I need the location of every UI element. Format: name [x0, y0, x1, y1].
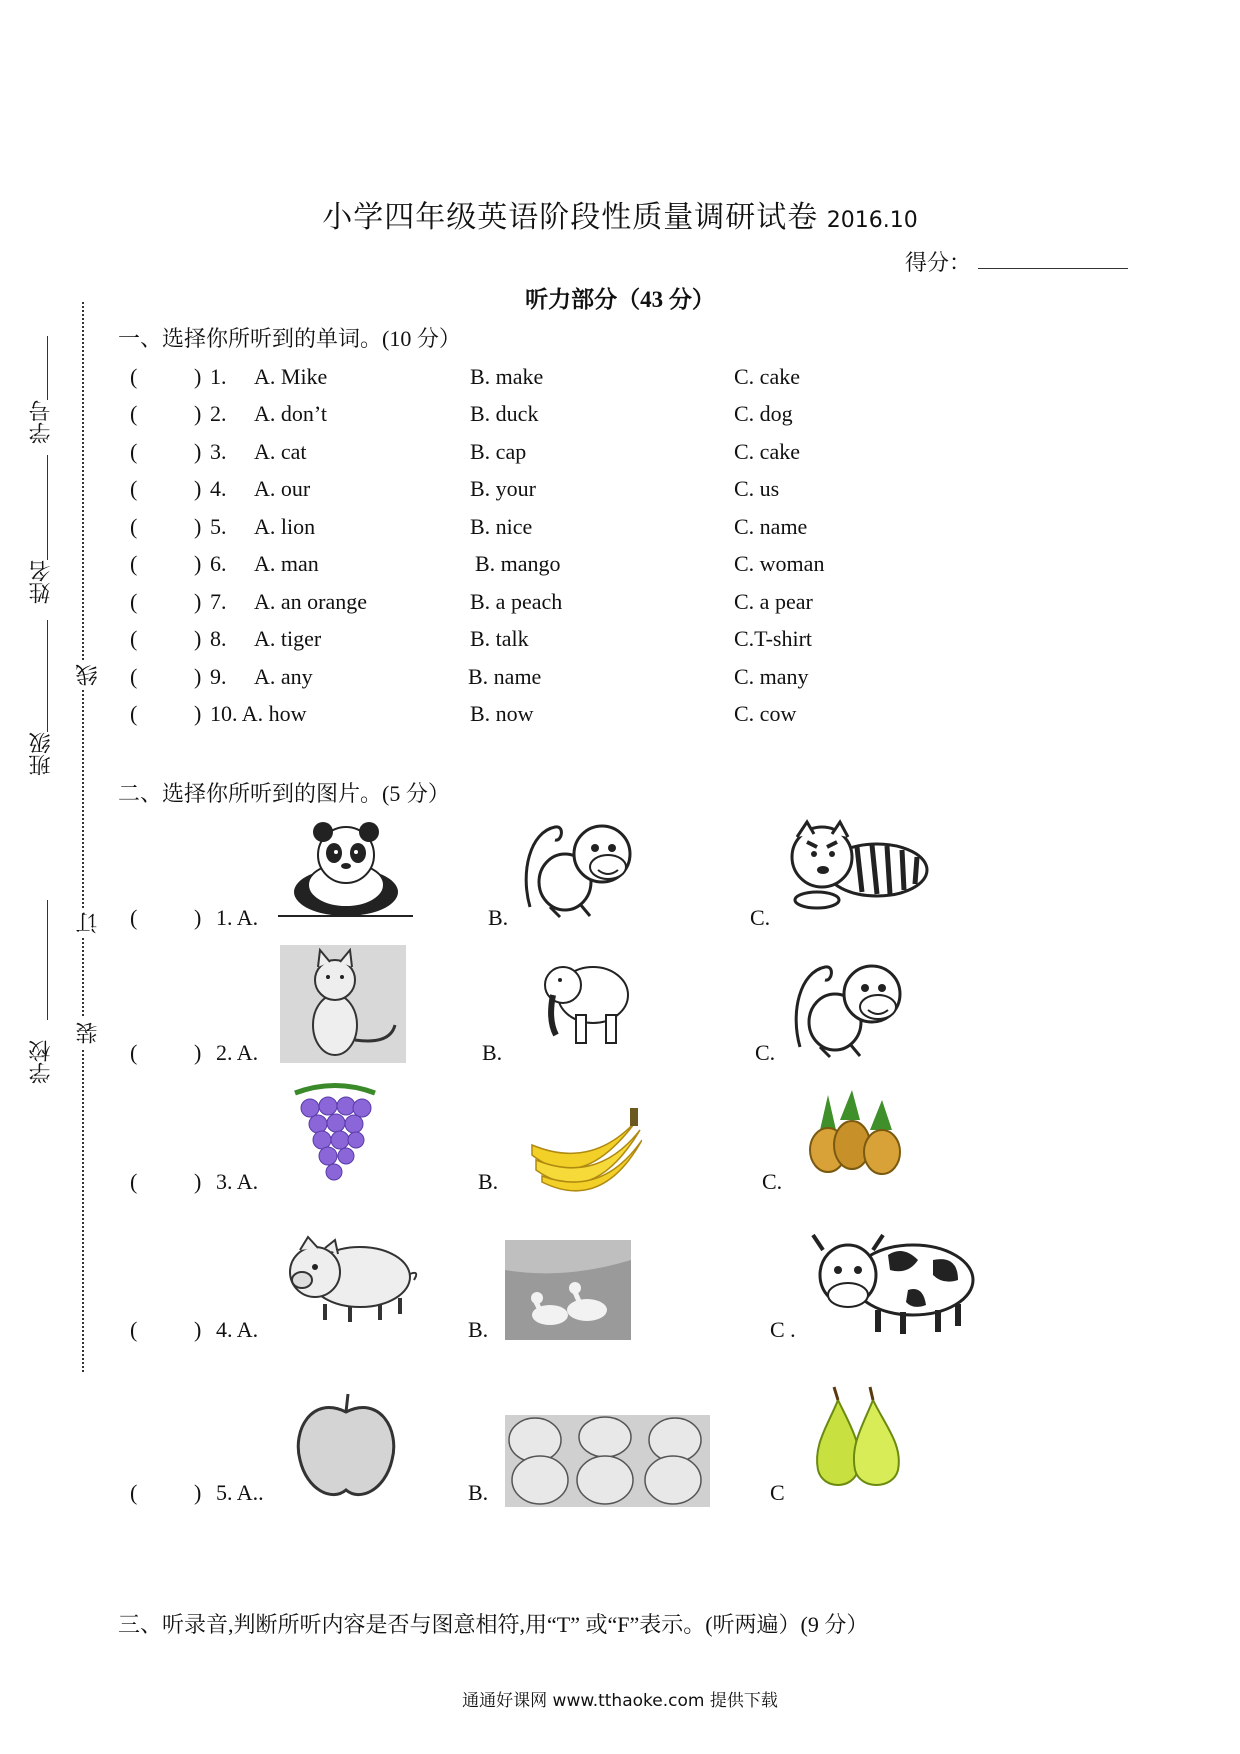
picture-question-row: ( ) 5. A.. B. C — [130, 1480, 785, 1505]
option-b: B. mango — [475, 551, 561, 576]
option-c: C. cake — [734, 439, 800, 464]
option-a: A. don’t — [254, 401, 327, 426]
school-label: 学校 — [29, 1040, 54, 1084]
option-a: A. lion — [254, 514, 316, 539]
option-a: A. our — [254, 476, 311, 501]
bananas-icon — [522, 1100, 642, 1195]
section1-heading: 一、选择你所听到的单词。(10 分） — [118, 326, 461, 351]
option-c: C. name — [734, 514, 808, 539]
option-c: C. a pear — [734, 589, 813, 614]
option-a: A. man — [254, 551, 319, 576]
student-no-label: 学号 — [29, 400, 54, 444]
option-b: B. name — [468, 664, 542, 689]
binding-char-xian: 线 — [73, 660, 104, 690]
question-row: ( ) 8. A. tiger B. talk C.T-shirt — [130, 626, 813, 651]
class-label: 班级 — [29, 732, 54, 776]
picture-question-row: ( ) 1. A. B. C. — [130, 905, 771, 930]
section2-heading: 二、选择你所听到的图片。(5 分） — [118, 781, 450, 806]
section3-heading: 三、听录音,判断所听内容是否与图意相符,用“T” 或“F”表示。(听两遍）(9 分） — [118, 1612, 869, 1637]
monkey-icon — [520, 812, 640, 922]
school-line — [47, 900, 48, 1020]
question-row: ( ) 10. A. how B. now C. cow — [130, 701, 797, 726]
tiger-icon — [782, 812, 932, 917]
oranges-icon — [505, 1415, 710, 1507]
picture-question-row: ( ) 2. A. B. C. — [130, 1040, 776, 1065]
option-c: C. cow — [734, 701, 797, 726]
option-b: B. cap — [470, 439, 527, 464]
student-no-line — [47, 336, 48, 400]
footer-text: 通通好课网 www.tthaoke.com 提供下载 — [462, 1691, 778, 1711]
binding-char-zhuang: 装 — [73, 1018, 104, 1048]
option-c: C. many — [734, 664, 809, 689]
grapes-icon — [290, 1078, 380, 1193]
score-blank — [978, 268, 1128, 269]
option-a: A. tiger — [254, 626, 322, 651]
option-b: B. now — [470, 701, 534, 726]
option-c: C. cake — [734, 364, 800, 389]
option-c: C.T-shirt — [734, 626, 813, 651]
question-row: ( ) 4. A. our B. your C. us — [130, 476, 780, 501]
question-row: ( ) 5. A. lion B. nice C. name — [130, 514, 808, 539]
option-b: B. duck — [470, 401, 539, 426]
monkey-icon — [790, 952, 910, 1062]
name-label: 姓名 — [29, 560, 54, 604]
title-year: 2016.10 — [826, 208, 918, 233]
title-text: 小学四年级英语阶段性质量调研试卷 — [322, 201, 819, 234]
picture-question-row: ( ) 3. A. B. C. — [130, 1169, 783, 1194]
question-row: ( ) 7. A. an orange B. a peach C. a pear — [130, 589, 813, 614]
cat-icon — [280, 945, 406, 1063]
part-heading: 听力部分（43 分） — [525, 287, 715, 312]
option-c: C. us — [734, 476, 780, 501]
binding-dotted-line — [82, 302, 84, 1372]
question-row: ( ) 9. A. any B. name C. many — [130, 664, 809, 689]
question-row: ( ) 3. A. cat B. cap C. cake — [130, 439, 800, 464]
pears-icon — [808, 1385, 908, 1495]
option-c: C. dog — [734, 401, 793, 426]
cow-icon — [808, 1230, 978, 1340]
option-a: A. any — [254, 664, 313, 689]
apple-icon — [292, 1390, 400, 1502]
exam-title — [0, 192, 1240, 236]
option-b: B. talk — [470, 626, 529, 651]
question-row: ( ) 1. A. Mike B. make C. cake — [130, 364, 800, 389]
ducks-icon — [505, 1240, 631, 1340]
option-a: A. an orange — [254, 589, 368, 614]
question-row: ( ) 6. A. man B. mango C. woman — [130, 551, 825, 576]
question-row: ( ) 2. A. don’t B. duck C. dog — [130, 401, 793, 426]
binding-char-ding: 订 — [73, 908, 104, 938]
option-b: B. nice — [470, 514, 533, 539]
option-c: C. woman — [734, 551, 825, 576]
score-label: 得分： — [905, 251, 972, 276]
picture-question-row: ( ) 4. A. B. C . — [130, 1317, 796, 1342]
option-b: B. a peach — [470, 589, 563, 614]
option-b: B. make — [470, 364, 544, 389]
elephant-icon — [538, 955, 633, 1045]
class-line — [47, 620, 48, 732]
panda-icon — [278, 820, 413, 920]
option-a: A. cat — [254, 439, 307, 464]
option-a: A. Mike — [254, 364, 328, 389]
name-line-upper — [47, 455, 48, 560]
pig-icon — [280, 1232, 420, 1324]
pineapples-icon — [800, 1090, 910, 1190]
option-b: B. your — [470, 476, 536, 501]
